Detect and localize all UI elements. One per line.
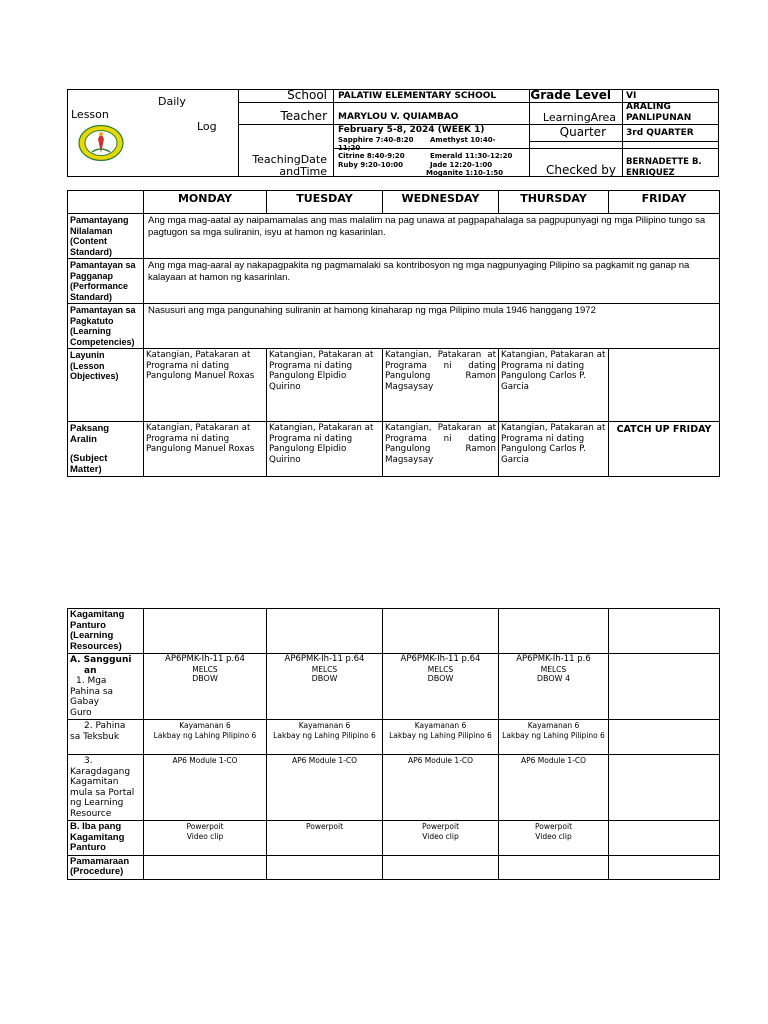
schedule-moganite: Moganite 1:10-1:50 — [426, 169, 504, 177]
empty-cell — [499, 609, 609, 654]
other-materials-row — [68, 821, 720, 856]
divider — [333, 148, 718, 149]
schedule-sapphire: Sapphire 7:40-8:20 — [338, 136, 414, 144]
procedure-row — [68, 855, 720, 879]
checked-by-value-2: ENRIQUEZ — [626, 168, 675, 178]
other-friday — [609, 821, 720, 856]
empty-cell — [383, 609, 499, 654]
school-label: School — [287, 88, 327, 102]
performance-standard-label: Pamantayan sa Pagganap (Performance Standard) — [68, 259, 144, 304]
lesson-label: Lesson — [71, 108, 109, 121]
guide-wednesday: AP6PMK-Ih-11 p.64 MELCS DBOW — [383, 654, 499, 720]
school-value: PALATIW ELEMENTARY SCHOOL — [338, 91, 497, 101]
lesson-objectives-label: Layunin (Lesson Objectives) — [68, 349, 144, 422]
day-header-row — [68, 191, 720, 214]
learning-area-label: LearningArea — [542, 111, 616, 124]
textbook-friday — [609, 720, 720, 755]
day-tuesday: TUESDAY — [267, 191, 383, 214]
content-standard-label: Pamantayang Nilalaman (Content Standard) — [68, 214, 144, 259]
other-materials-label: B. Iba pang Kagamitang Panturo — [68, 821, 144, 856]
other-thursday: Powerpoit Video clip — [499, 821, 609, 856]
objective-monday: Katangian, Patakaran at Programa ni dating Pangulong Manuel Roxas — [144, 349, 267, 422]
day-wednesday: WEDNESDAY — [383, 191, 499, 214]
textbook-monday: Kayamanan 6 Lakbay ng Lahing Pilipino 6 — [144, 720, 267, 755]
learning-area-value-2: PANLIPUNAN — [626, 113, 692, 123]
learning-competencies-row — [68, 304, 720, 349]
teacher-guide-row — [68, 654, 720, 720]
and-time-label: andTime — [279, 165, 327, 178]
objective-tuesday: Katangian, Patakaran at Programa ni dating Pangulong Elpidio Quirino — [267, 349, 383, 422]
subject-matter-label: Paksang Aralin (Subject Matter) — [68, 422, 144, 477]
empty-cell — [609, 609, 720, 654]
textbook-thursday: Kayamanan 6 Lakbay ng Lahing Pilipino 6 — [499, 720, 609, 755]
textbook-row — [68, 720, 720, 755]
log-label: Log — [197, 120, 217, 133]
empty-cell — [499, 855, 609, 879]
content-standard-text: Ang mga mag-aatal ay naipamamalas ang mas malalim na pag unawa at pagpapahalaga sa pagpupunyagi ng mga Pilipino tungo sa pagtugon sa mga suliranin, isyu at hamon ng kasarinlan. — [144, 214, 720, 259]
day-thursday: THURSDAY — [499, 191, 609, 214]
day-friday: FRIDAY — [609, 191, 720, 214]
resources-table — [67, 608, 720, 880]
divider — [529, 141, 718, 142]
objective-thursday: Katangian, Patakaran at Programa ni dating Pangulong Carlos P. Garcia — [499, 349, 609, 422]
additional-friday — [609, 755, 720, 821]
empty-cell — [383, 855, 499, 879]
learning-competencies-label: Pamantayan sa Pagkatuto (Learning Competencies) — [68, 304, 144, 349]
objective-friday — [609, 349, 720, 422]
checked-by-value-1: BERNADETTE B. — [626, 157, 702, 167]
additional-tuesday: AP6 Module 1-CO — [267, 755, 383, 821]
schedule-jade: Jade 12:20-1:00 — [430, 161, 493, 169]
teacher-value: MARYLOU V. QUIAMBAO — [338, 112, 459, 122]
guide-monday: AP6PMK-Ih-11 p.64 MELCS DBOW — [144, 654, 267, 720]
guide-thursday: AP6PMK-Ih-11 p.6 MELCS DBOW 4 — [499, 654, 609, 720]
quarter-label: Quarter — [559, 125, 606, 139]
guide-tuesday: AP6PMK-Ih-11 p.64 MELCS DBOW — [267, 654, 383, 720]
schedule-emerald: Emerald 11:30-12:20 — [430, 152, 513, 160]
procedure-label: Pamamaraan (Procedure) — [68, 855, 144, 879]
other-monday: Powerpoit Video clip — [144, 821, 267, 856]
guide-friday — [609, 654, 720, 720]
empty-cell — [609, 855, 720, 879]
schedule-amethyst-cont: 11;20 — [338, 144, 361, 152]
other-wednesday: Powerpoit Video clip — [383, 821, 499, 856]
objective-wednesday: Katangian, Patakaran at Programa ni dating Pangulong Ramon Magsaysay — [383, 349, 499, 422]
lesson-objectives-row — [68, 349, 720, 422]
other-tuesday: Powerpoit — [267, 821, 383, 856]
learning-competencies-text: Nasusuri ang mga pangunahing suliranin at hamong kinaharap ng mga Pilipino mula 1946 hanggang 1972 — [144, 304, 720, 349]
teaching-date-label: TeachingDate — [252, 153, 327, 166]
catch-up-friday: CATCH UP FRIDAY — [609, 422, 720, 477]
daily-label: Daily — [158, 95, 186, 108]
day-monday: MONDAY — [144, 191, 267, 214]
school-seal-logo — [78, 124, 124, 162]
additional-materials-row — [68, 755, 720, 821]
teacher-label: Teacher — [280, 109, 327, 123]
quarter-value: 3rd QUARTER — [626, 128, 694, 138]
schedule-citrine: Citrine 8:40-9:20 — [338, 152, 405, 160]
content-standard-row — [68, 214, 720, 259]
textbook-wednesday: Kayamanan 6 Lakbay ng Lahing Pilipino 6 — [383, 720, 499, 755]
subject-thursday: Katangian, Patakaran at Programa ni dating Pangulong Carlos P. Garcia — [499, 422, 609, 477]
subject-monday: Katangian, Patakaran at Programa ni dating Pangulong Manuel Roxas — [144, 422, 267, 477]
performance-standard-text: Ang mga mag-aaral ay nakapagpakita ng pagmamalaki sa kontribosyon ng mga nagpunyaging Pilipino sa pagkamit ng ganap na kalayaan at hamon ng kasarinlan. — [144, 259, 720, 304]
weekly-plan-table — [67, 190, 720, 477]
empty-cell — [267, 609, 383, 654]
schedule-amethyst: Amethyst 10:40- — [430, 136, 496, 144]
empty-cell — [267, 855, 383, 879]
empty-cell — [144, 855, 267, 879]
corner-cell — [68, 191, 144, 214]
teacher-guide-label: A. Sangguni an 1. Mga Pahina sa Gabay Guro — [68, 654, 144, 720]
learning-area-value-1: ARALING — [626, 102, 671, 112]
learning-resources-row — [68, 609, 720, 654]
textbook-label: 2. Pahina sa Teksbuk — [68, 720, 144, 755]
learning-resources-label: Kagamitang Panturo (Learning Resources) — [68, 609, 144, 654]
subject-tuesday: Katangian, Patakaran at Programa ni dating Pangulong Elpidio Quirino — [267, 422, 383, 477]
date-value: February 5-8, 2024 (WEEK 1) — [338, 125, 485, 135]
grade-level-value: VI — [626, 91, 637, 101]
additional-materials-label: 3. Karagdagang Kagamitan mula sa Portal ng Learning Resource — [68, 755, 144, 821]
empty-cell — [144, 609, 267, 654]
performance-standard-row — [68, 259, 720, 304]
subject-wednesday: Katangian, Patakaran at Programa ni dating Pangulong Ramon Magsaysay — [383, 422, 499, 477]
subject-matter-row — [68, 422, 720, 477]
checked-by-label: Checked by — [545, 163, 616, 177]
additional-monday: AP6 Module 1-CO — [144, 755, 267, 821]
header-box — [67, 89, 719, 177]
additional-wednesday: AP6 Module 1-CO — [383, 755, 499, 821]
grade-level-label: Grade Level — [530, 88, 611, 102]
textbook-tuesday: Kayamanan 6 Lakbay ng Lahing Pilipino 6 — [267, 720, 383, 755]
schedule-ruby: Ruby 9:20-10:00 — [338, 161, 403, 169]
additional-thursday: AP6 Module 1-CO — [499, 755, 609, 821]
